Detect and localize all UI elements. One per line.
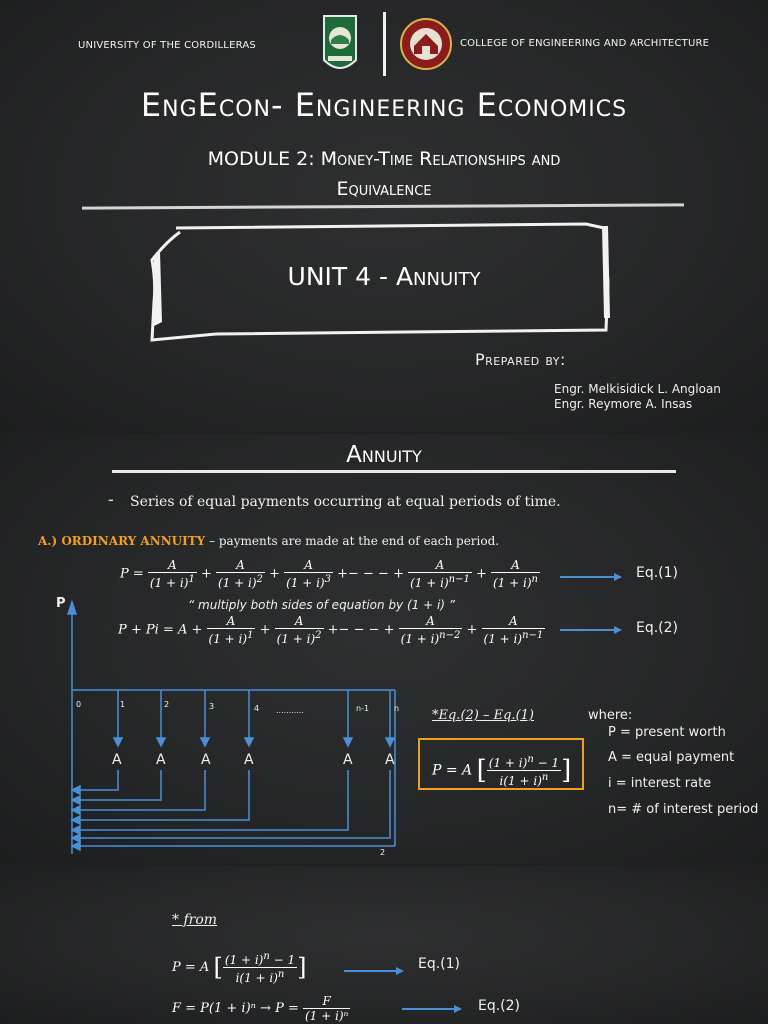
header-divider xyxy=(383,12,386,76)
payment-a-3: A xyxy=(201,752,211,768)
annuity-formula-box: P = A [ $\frac{(1 + i)^n - 1}{i(1 + i)^n}$ ] xyxy=(418,738,584,790)
from-label: * from xyxy=(172,912,218,928)
module-title-line2: Equivalence xyxy=(336,178,432,200)
title-underline xyxy=(82,203,684,209)
d-eq1-tag: Eq.(1) xyxy=(418,956,461,972)
payment-a-1: A xyxy=(112,752,122,768)
definition-a: A = equal payment xyxy=(608,750,735,765)
present-worth-label: P xyxy=(56,596,66,611)
ordinary-annuity-definition xyxy=(38,534,499,548)
equation-1: P = $\frac{A}{(1 + i)^1}$ + $\frac{A}{(1 + i)^2}$ + $\frac{A}{(1 + i)^3}$ +− − − + $\frac{A}{(1 + i)^{n-1}}$ + $\frac{A}{(1 + i)^n}$ xyxy=(120,558,538,590)
ordinary-annuity-label: A.) ORDINARY ANNUITY xyxy=(38,534,206,548)
d-eq1-arrow xyxy=(344,966,404,976)
eq1-lhs: P = xyxy=(120,566,144,582)
period-0: 0 xyxy=(76,700,82,709)
period-n-1: n-1 xyxy=(356,704,370,713)
author-2: Engr. Reymore A. Insas xyxy=(554,397,693,411)
derivation-eq1: P = A [ $\frac{(1 + i)^n - 1}{i(1 + i)^n}$ ] xyxy=(172,951,307,985)
period-2: 2 xyxy=(164,700,170,709)
unit-title: UNIT 4 - Annuity xyxy=(287,262,481,291)
definition-n: n= # of interest period xyxy=(608,802,759,817)
eq1-tag: Eq.(1) xyxy=(636,565,679,581)
college-seal-logo xyxy=(400,16,452,72)
payment-a-2: A xyxy=(156,752,166,768)
eq1-arrow xyxy=(560,572,622,582)
period-n: n xyxy=(394,704,400,713)
definition-i: i = interest rate xyxy=(608,776,712,791)
author-1: Engr. Melkisidick L. Angloan xyxy=(554,382,721,396)
payment-a-n: A xyxy=(385,752,395,768)
equation-difference: *Eq.(2) – Eq.(1) xyxy=(432,708,534,723)
annuity-heading: Annuity xyxy=(346,442,422,468)
annuity-slide xyxy=(0,434,768,864)
derivation-slide xyxy=(0,866,768,1024)
heading-underline xyxy=(112,470,676,473)
title-slide xyxy=(0,0,768,432)
college-name: COLLEGE OF ENGINEERING AND ARCHITECTURE xyxy=(460,38,710,49)
equation-2: P + Pi = A + $\frac{A}{(1 + i)^1}$ + $\frac{A}{(1 + i)^2}$ +− − − + $\frac{A}{(1 + i)^{n-2}}$ + $\frac{A}{(1 + i)^{n-1}}$ xyxy=(118,614,544,646)
period-1: 1 xyxy=(120,700,126,709)
d-eq2-num: F xyxy=(303,994,350,1009)
period-ellipsis: ........... xyxy=(276,706,304,715)
ordinary-annuity-text: – payments are made at the end of each period. xyxy=(205,534,500,548)
eq2-arrow xyxy=(560,625,622,635)
derivation-eq2 xyxy=(172,994,350,1023)
multiply-note: “ multiply both sides of equation by (1 + i) ” xyxy=(188,598,456,612)
definition-p: P = present worth xyxy=(608,725,726,740)
where-label: where: xyxy=(588,708,633,723)
course-title: EngEcon- Engineering Economics xyxy=(140,86,628,124)
eq2-lhs: P + Pi = A + xyxy=(118,622,203,638)
d-eq2-den: (1 + i)ⁿ xyxy=(305,1009,349,1023)
d-eq1-lhs: P = A xyxy=(172,960,210,975)
university-seal-logo xyxy=(320,12,360,76)
period-4: 4 xyxy=(254,704,260,713)
d-eq2-arrow xyxy=(402,1004,462,1014)
payment-a-n-1: A xyxy=(343,752,353,768)
period-3: 3 xyxy=(209,702,215,711)
d-eq2-text: F = P(1 + i)ⁿ → P = xyxy=(172,1001,299,1016)
module-title-line1: MODULE 2: Money-Time Relationships and xyxy=(207,148,561,170)
eq2-tag: Eq.(2) xyxy=(636,620,679,636)
bottom-label: 2 xyxy=(380,848,386,857)
bullet-dash: - xyxy=(108,490,114,509)
payment-a-4: A xyxy=(244,752,254,768)
d-eq2-tag: Eq.(2) xyxy=(478,998,521,1014)
formula-lhs: P = A xyxy=(432,762,473,779)
university-name: UNIVERSITY OF THE CORDILLERAS xyxy=(78,40,256,51)
cash-flow-diagram xyxy=(50,594,410,864)
prepared-by-label: Prepared by: xyxy=(475,350,566,369)
bullet-text: Series of equal payments occurring at equal periods of time. xyxy=(130,494,561,510)
